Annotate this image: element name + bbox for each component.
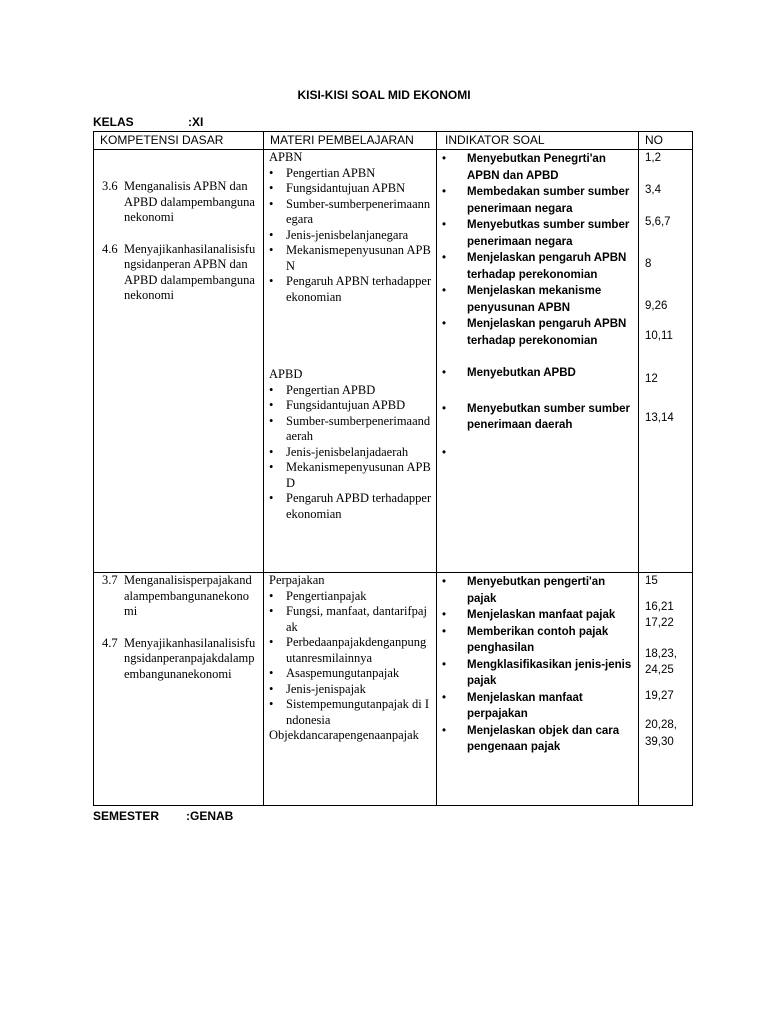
kd-text: Menyajikanhasilanalisisfungsidanperan APBN dan APBD dalampembangunanekonomi [124, 241, 256, 302]
question-numbers: 39,30 [645, 735, 674, 748]
bullet-icon: • [442, 724, 447, 737]
kd-item [94, 242, 263, 304]
list-item: • Menjelaskan manfaat perpajakan [442, 690, 634, 723]
bullet-icon: • [442, 186, 447, 198]
bullet-icon: • [269, 681, 274, 696]
kd-item [94, 636, 263, 683]
list-item: • Asaspemungutanpajak [269, 666, 400, 680]
list-item: • Memberikan contoh pajak penghasilan [442, 624, 634, 657]
kd-number: 3.6 [102, 179, 118, 193]
materi-cell [264, 573, 437, 806]
list-item: • Jenis-jenispajak [269, 681, 366, 696]
indikator-list [437, 151, 638, 461]
kd-number: 3.7 [102, 573, 118, 587]
header-materi-pembelajaran: MATERI PEMBELAJARAN [264, 132, 437, 150]
list-item: • Fungsidantujuan APBD [269, 398, 406, 412]
kd-text: Menganalisisperpajakandalampembangunanekonomi [124, 573, 252, 618]
question-numbers: 19,27 [645, 689, 674, 702]
bullet-icon: • [269, 227, 274, 242]
bullet-icon: • [442, 402, 447, 415]
bullet-icon: • [269, 666, 274, 680]
no-cell [639, 573, 693, 806]
list-item: • Sistempemungutanpajak di Indonesia [269, 697, 430, 727]
bullet-icon: • [442, 367, 447, 379]
semester-value: :GENAB [186, 809, 234, 823]
bullet-icon: • [442, 153, 447, 165]
list-item: • Pengertian APBN [269, 165, 376, 180]
bullet-icon: • [269, 196, 274, 211]
question-numbers: 12 [645, 373, 658, 385]
bullet-icon: • [269, 181, 274, 195]
perpajakan-materi-list [264, 589, 436, 729]
indikator-cell [437, 150, 639, 573]
bullet-icon: • [442, 252, 447, 264]
no-cell [639, 150, 693, 573]
list-item: • Menyebutkas sumber sumber penerimaan negara [442, 217, 634, 250]
indikator-list [437, 574, 638, 756]
header-no: NO [639, 132, 693, 150]
kelas-line [93, 115, 203, 129]
bullet-icon: • [269, 382, 274, 397]
bullet-icon: • [269, 413, 274, 428]
bullet-icon: • [442, 219, 447, 231]
question-numbers: 13,14 [645, 411, 674, 424]
apbd-materi-list [264, 383, 436, 523]
apbn-materi-list [264, 166, 436, 306]
list-item: • Fungsi, manfaat, dantarifpajak [269, 604, 427, 634]
list-item: • Menyebutkan sumber sumber penerimaan daerah [442, 401, 634, 434]
list-item: • Pengaruh APBN terhadapperekonomian [269, 274, 432, 304]
list-item: • Sumber-sumberpenerimaannegara [269, 196, 431, 226]
question-numbers: 10,11 [645, 329, 673, 342]
kompetensi-cell [94, 150, 264, 573]
list-item: • Menyebutkan Penegrti'an APBN dan APBD [442, 151, 634, 184]
bullet-icon: • [442, 609, 447, 621]
question-numbers: 3,4 [645, 183, 661, 196]
bullet-icon: • [269, 635, 274, 649]
bullet-icon: • [269, 588, 274, 603]
semester-line [93, 809, 233, 823]
indikator-cell [437, 573, 639, 806]
bullet-icon: • [442, 691, 447, 704]
bullet-icon: • [269, 460, 274, 474]
list-item: • Menjelaskan pengaruh APBN terhadap perekonomian [442, 250, 634, 283]
bullet-icon: • [442, 625, 447, 638]
semester-label: SEMESTER [93, 809, 160, 823]
question-numbers: 24,25 [645, 664, 674, 676]
bullet-icon: • [442, 318, 447, 330]
bullet-icon: • [269, 243, 274, 257]
table-header-row [94, 132, 693, 150]
list-item: • Pengaruh APBD terhadapperekonomian [269, 491, 432, 521]
kd-text: Menyajikanhasilanalisisfungsidanperanpajakdalampembangunanekonomi [124, 635, 256, 681]
list-item: • Menjelaskan objek dan cara pengenaan pajak [442, 723, 634, 756]
bullet-icon: • [442, 658, 447, 671]
list-item: • Menyebutkan pengerti'an pajak [442, 574, 634, 607]
bullet-icon: • [269, 697, 274, 711]
list-item: • Mekanismepenyusunan APBN [269, 243, 431, 273]
list-item: • Menjelaskan pengaruh APBN terhadap perekonomian [442, 316, 634, 349]
list-item: • Jenis-jenisbelanjadaerah [269, 444, 409, 459]
bullet-icon: • [269, 165, 274, 180]
list-item: • Menyebutkan APBD [442, 365, 634, 382]
kd-text: Menganalisis APBN dan APBD dalampembangunanekonomi [124, 179, 255, 224]
question-numbers: 9,26 [645, 300, 668, 312]
bullet-icon: • [269, 398, 274, 412]
question-numbers: 15 [645, 575, 658, 587]
list-item: • Sumber-sumberpenerimaandaerah [269, 413, 431, 443]
kompetensi-cell [94, 573, 264, 806]
question-numbers: 8 [645, 257, 652, 270]
list-item: • Mekanismepenyusunan APBD [269, 460, 431, 490]
list-item: • Pengertian APBD [269, 382, 376, 397]
kd-item [94, 573, 263, 620]
bullet-icon: • [442, 446, 447, 459]
materi-heading: APBN [269, 150, 303, 164]
question-numbers: 5,6,7 [645, 216, 671, 228]
list-item: • Pengertianpajak [269, 588, 367, 603]
materi-heading: APBD [269, 367, 303, 381]
bullet-icon: • [269, 444, 274, 459]
header-indikator-soal: INDIKATOR SOAL [437, 132, 639, 150]
list-item [442, 445, 634, 462]
document-title: KISI-KISI SOAL MID EKONOMI [297, 88, 471, 102]
kd-item [94, 179, 263, 226]
kisi-kisi-table [93, 131, 693, 806]
question-numbers: 18,23, [645, 647, 677, 660]
question-numbers: 17,22 [645, 617, 674, 629]
table-row [94, 150, 693, 573]
bullet-icon: • [442, 576, 447, 588]
bullet-icon: • [269, 604, 274, 618]
kelas-value: :XI [188, 115, 204, 129]
kd-number: 4.7 [102, 635, 118, 650]
materi-heading: Perpajakan [269, 573, 325, 587]
materi-cell [264, 150, 437, 573]
question-numbers: 20,28, [645, 719, 677, 731]
question-numbers: 1,2 [645, 152, 661, 164]
list-item: • Membedakan sumber sumber penerimaan negara [442, 184, 634, 217]
bullet-icon: • [442, 285, 447, 297]
kelas-label: KELAS [93, 115, 134, 129]
materi-extra-text: Objekdancarapengenaanpajak [269, 728, 419, 742]
question-numbers: 16,21 [645, 600, 674, 613]
list-item: • Menjelaskan mekanisme penyusunan APBN [442, 283, 634, 316]
bullet-icon: • [269, 491, 274, 505]
list-item: • Menjelaskan manfaat pajak [442, 607, 634, 624]
kd-number: 4.6 [102, 241, 118, 256]
list-item: • Mengklasifikasikan jenis-jenis pajak [442, 657, 634, 690]
list-item: • Fungsidantujuan APBN [269, 181, 406, 195]
table-row [94, 573, 693, 806]
bullet-icon: • [269, 274, 274, 288]
header-kompetensi-dasar: KOMPETENSI DASAR [94, 132, 264, 150]
list-item: • Jenis-jenisbelanjanegara [269, 227, 409, 242]
list-item: • Perbedaanpajakdenganpungutanresmilainnya [269, 635, 427, 665]
